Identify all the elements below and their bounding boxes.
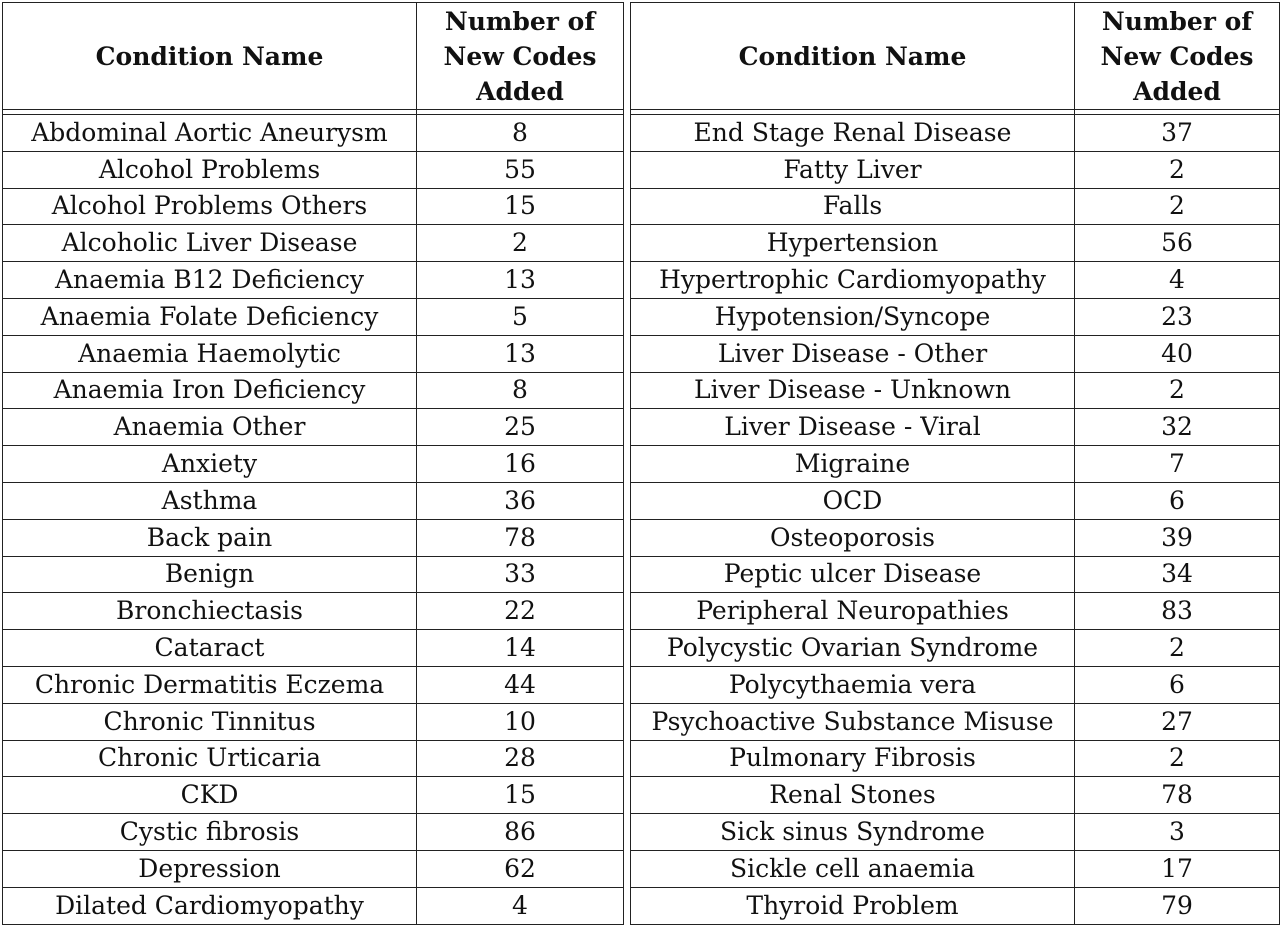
right-new-codes-cell: 2 [1075,740,1280,777]
right-new-codes-cell: 83 [1075,593,1280,630]
conditions-table [2,2,1280,925]
right-condition-name-cell: Falls [631,188,1075,225]
header-row [3,3,1280,110]
right-new-codes-cell: 32 [1075,409,1280,446]
table-row [3,740,1280,777]
right-new-codes-cell: 6 [1075,482,1280,519]
left-new-codes-cell: 28 [417,740,624,777]
left-condition-name-cell: Anaemia B12 Deficiency [3,262,417,299]
left-new-codes-cell: 62 [417,850,624,887]
right-new-codes-cell: 56 [1075,225,1280,262]
column-separator [624,151,631,188]
left-condition-name-cell: Anxiety [3,446,417,483]
left-new-codes-cell: 10 [417,703,624,740]
header-new-codes-right [1075,3,1280,110]
column-separator [624,446,631,483]
column-separator [624,630,631,667]
right-new-codes-cell: 23 [1075,298,1280,335]
right-condition-name-cell: Psychoactive Substance Misuse [631,703,1075,740]
table-row [3,409,1280,446]
left-new-codes-cell: 44 [417,666,624,703]
column-separator [624,556,631,593]
left-new-codes-cell: 2 [417,225,624,262]
table-row [3,262,1280,299]
left-new-codes-cell: 15 [417,188,624,225]
right-condition-name-cell: Sickle cell anaemia [631,850,1075,887]
right-condition-name-cell: Hypotension/Syncope [631,298,1075,335]
table-row [3,115,1280,152]
table-row [3,335,1280,372]
header-num-line3: Added [476,76,564,106]
left-condition-name-cell: Anaemia Folate Deficiency [3,298,417,335]
left-condition-name-cell: Asthma [3,482,417,519]
left-condition-name-cell: Alcohol Problems [3,151,417,188]
column-separator [624,3,631,110]
column-separator [624,666,631,703]
left-condition-name-cell: Chronic Urticaria [3,740,417,777]
left-new-codes-cell: 13 [417,335,624,372]
left-new-codes-cell: 8 [417,372,624,409]
column-separator [624,887,631,924]
left-condition-name-cell: Chronic Dermatitis Eczema [3,666,417,703]
table-row [3,298,1280,335]
table-row [3,850,1280,887]
left-new-codes-cell: 16 [417,446,624,483]
left-condition-name-cell: Anaemia Iron Deficiency [3,372,417,409]
left-condition-name-cell: Benign [3,556,417,593]
left-new-codes-cell: 13 [417,262,624,299]
right-condition-name-cell: Hypertension [631,225,1075,262]
right-condition-name-cell: Migraine [631,446,1075,483]
column-separator [624,188,631,225]
column-separator [624,777,631,814]
right-condition-name-cell: End Stage Renal Disease [631,115,1075,152]
left-new-codes-cell: 36 [417,482,624,519]
left-new-codes-cell: 25 [417,409,624,446]
right-new-codes-cell: 37 [1075,115,1280,152]
table-row [3,887,1280,924]
table-row [3,703,1280,740]
table-row [3,151,1280,188]
table-row [3,814,1280,851]
left-new-codes-cell: 22 [417,593,624,630]
column-separator [624,372,631,409]
right-new-codes-cell: 78 [1075,777,1280,814]
header-num-line1: Number of [1101,6,1253,36]
table-row [3,188,1280,225]
left-condition-name-cell: Abdominal Aortic Aneurysm [3,115,417,152]
table-row [3,630,1280,667]
right-new-codes-cell: 2 [1075,151,1280,188]
left-condition-name-cell: Anaemia Other [3,409,417,446]
left-new-codes-cell: 15 [417,777,624,814]
left-new-codes-cell: 33 [417,556,624,593]
header-num-line2: New Codes [443,41,597,71]
right-condition-name-cell: Peptic ulcer Disease [631,556,1075,593]
left-condition-name-cell: Anaemia Haemolytic [3,335,417,372]
right-new-codes-cell: 40 [1075,335,1280,372]
left-condition-name-cell: Alcoholic Liver Disease [3,225,417,262]
left-condition-name-cell: Depression [3,850,417,887]
right-new-codes-cell: 79 [1075,887,1280,924]
right-condition-name-cell: Sick sinus Syndrome [631,814,1075,851]
left-condition-name-cell: Cystic fibrosis [3,814,417,851]
column-separator [624,262,631,299]
right-new-codes-cell: 6 [1075,666,1280,703]
right-condition-name-cell: Thyroid Problem [631,887,1075,924]
right-new-codes-cell: 17 [1075,850,1280,887]
left-new-codes-cell: 14 [417,630,624,667]
column-separator [624,409,631,446]
left-condition-name-cell: Dilated Cardiomyopathy [3,887,417,924]
right-new-codes-cell: 2 [1075,630,1280,667]
right-condition-name-cell: Polycystic Ovarian Syndrome [631,630,1075,667]
column-separator [624,593,631,630]
right-condition-name-cell: Hypertrophic Cardiomyopathy [631,262,1075,299]
table-row [3,372,1280,409]
table-row [3,225,1280,262]
left-new-codes-cell: 8 [417,115,624,152]
column-separator [624,482,631,519]
column-separator [624,703,631,740]
right-condition-name-cell: Fatty Liver [631,151,1075,188]
right-condition-name-cell: Polycythaemia vera [631,666,1075,703]
right-condition-name-cell: Peripheral Neuropathies [631,593,1075,630]
conditions-table-container [2,2,1278,934]
left-new-codes-cell: 86 [417,814,624,851]
right-new-codes-cell: 3 [1075,814,1280,851]
column-separator [624,335,631,372]
column-separator [624,814,631,851]
table-row [3,593,1280,630]
table-row [3,666,1280,703]
right-condition-name-cell: Liver Disease - Viral [631,409,1075,446]
column-separator [624,298,631,335]
left-condition-name-cell: Alcohol Problems Others [3,188,417,225]
header-condition-name-right: Condition Name [631,3,1075,110]
header-condition-name-left: Condition Name [3,3,417,110]
right-new-codes-cell: 39 [1075,519,1280,556]
right-new-codes-cell: 4 [1075,262,1280,299]
right-new-codes-cell: 2 [1075,372,1280,409]
left-condition-name-cell: Back pain [3,519,417,556]
table-row [3,777,1280,814]
table-row [3,556,1280,593]
right-new-codes-cell: 7 [1075,446,1280,483]
left-condition-name-cell: Bronchiectasis [3,593,417,630]
right-condition-name-cell: Pulmonary Fibrosis [631,740,1075,777]
left-new-codes-cell: 4 [417,887,624,924]
column-separator [624,850,631,887]
column-separator [624,225,631,262]
table-body [3,110,1280,925]
right-condition-name-cell: Liver Disease - Unknown [631,372,1075,409]
left-new-codes-cell: 78 [417,519,624,556]
right-condition-name-cell: Renal Stones [631,777,1075,814]
column-separator [624,740,631,777]
column-separator [624,115,631,152]
right-new-codes-cell: 34 [1075,556,1280,593]
left-condition-name-cell: Cataract [3,630,417,667]
header-new-codes-left [417,3,624,110]
right-condition-name-cell: Osteoporosis [631,519,1075,556]
header-num-line3: Added [1133,76,1221,106]
table-row [3,482,1280,519]
column-separator [624,519,631,556]
right-condition-name-cell: Liver Disease - Other [631,335,1075,372]
left-condition-name-cell: Chronic Tinnitus [3,703,417,740]
right-new-codes-cell: 2 [1075,188,1280,225]
left-condition-name-cell: CKD [3,777,417,814]
header-num-line1: Number of [444,6,596,36]
table-row [3,519,1280,556]
right-condition-name-cell: OCD [631,482,1075,519]
left-new-codes-cell: 55 [417,151,624,188]
table-row [3,446,1280,483]
left-new-codes-cell: 5 [417,298,624,335]
header-num-line2: New Codes [1100,41,1254,71]
right-new-codes-cell: 27 [1075,703,1280,740]
